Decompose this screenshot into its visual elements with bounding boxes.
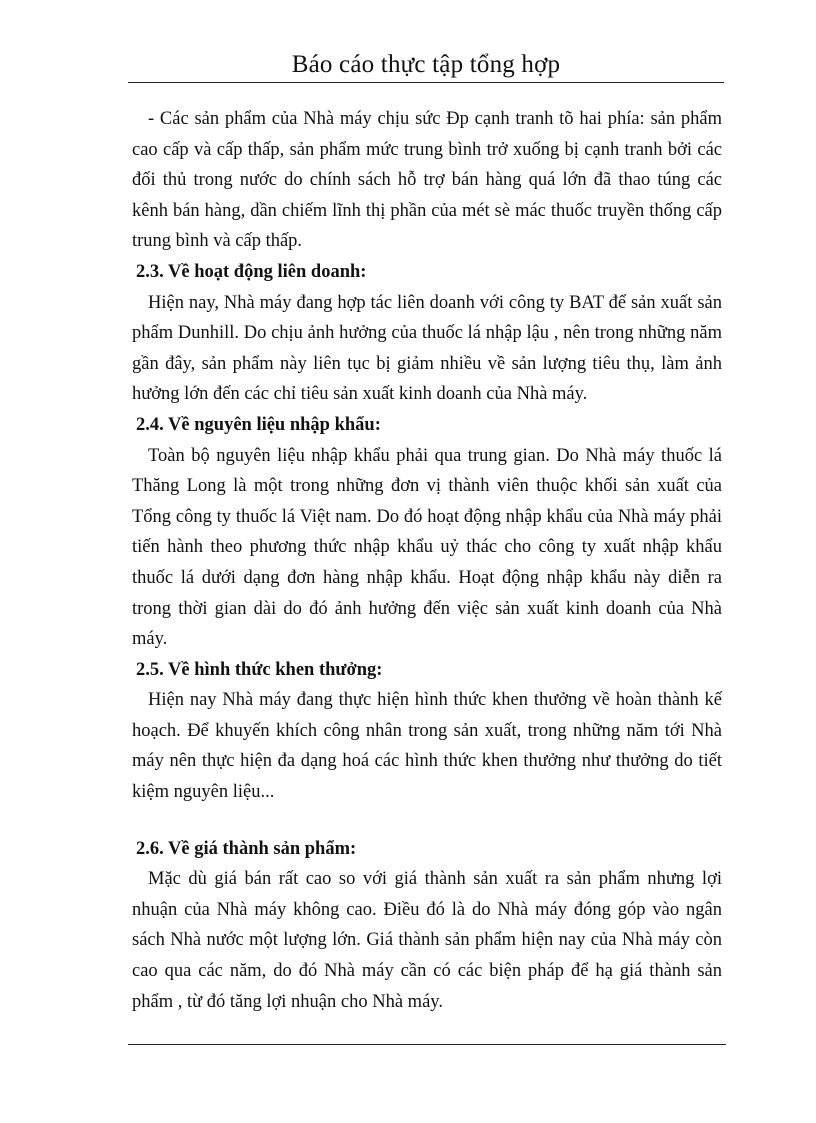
footer-rule: [128, 1044, 726, 1045]
section-text-2-6: Mặc dù giá bán rất cao so với giá thành sản xuất ra sản phẩm nhưng lợi nhuận của Nhà máy không cao. Điều đó là do Nhà máy đóng góp vào ngân sách Nhà nước một lượng lớn. Giá thành sản phẩm hiện nay của Nhà máy còn cao qua các năm, do đó Nhà máy cần có các biện pháp để hạ giá thành sản phẩm , từ đó tăng lợi nhuận cho Nhà máy.: [132, 869, 722, 1012]
document-body: [132, 104, 722, 1017]
section-heading-2-5: 2.5. Về hình thức khen thưởng:: [136, 659, 383, 680]
section-heading-2-6: 2.6. Về giá thành sản phẩm:: [136, 838, 357, 859]
section-text-2-5: Hiện nay Nhà máy đang thực hiện hình thức khen thưởng về hoàn thành kế hoạch. Để khuyến khích công nhân trong sản xuất, trong những năm tới Nhà máy nên thực hiện đa dạng hoá các hình thức khen thưởng như thưởng do tiết kiệm nguyên liệu...: [132, 690, 722, 803]
section-text-2-4: Toàn bộ nguyên liệu nhập khẩu phải qua trung gian. Do Nhà máy thuốc lá Thăng Long là một trong những đơn vị thành viên thuộc khối sản xuất của Tổng công ty thuốc lá Việt nam. Do đó hoạt động nhập khẩu của Nhà máy phải tiến hành theo phương thức nhập khẩu uỷ thác cho công ty xuất nhập khẩu thuốc lá dưới dạng đơn hàng nhập khẩu. Hoạt động nhập khẩu này diễn ra trong thời gian dài do đó ảnh hưởng đến việc sản xuất kinh doanh của Nhà máy.: [132, 445, 722, 650]
section-heading-2-3: 2.3. Về hoạt động liên doanh:: [136, 261, 367, 282]
page-title: Báo cáo thực tập tổng hợp: [291, 51, 561, 78]
spacer: [132, 808, 722, 834]
intro-paragraph: - Các sản phẩm của Nhà máy chịu sức Ðp cạnh tranh tõ hai phía: sản phẩm cao cấp và cấp thấp, sản phẩm mức trung bình trở xuống bị cạnh tranh bởi các đối thủ trong nước do chính sách hỗ trợ bán hàng quá lớn đã thao túng các kênh bán hàng, dần chiếm lĩnh thị phần của mét sè mác thuốc truyền thống cấp trung bình và cấp thấp.: [132, 109, 722, 252]
page-header: [128, 48, 724, 83]
section-heading-2-4: 2.4. Về nguyên liệu nhập khẩu:: [136, 414, 381, 435]
section-text-2-3: Hiện nay, Nhà máy đang hợp tác liên doanh với công ty BAT để sản xuất sản phẩm Dunhill. Do chịu ảnh hưởng của thuốc lá nhập lậu , nên trong những năm gần đây, sản phẩm này liên tục bị giảm nhiều về sản lượng tiêu thụ, làm ảnh hưởng lớn đến các chỉ tiêu sản xuất kinh doanh của Nhà máy.: [132, 292, 722, 405]
